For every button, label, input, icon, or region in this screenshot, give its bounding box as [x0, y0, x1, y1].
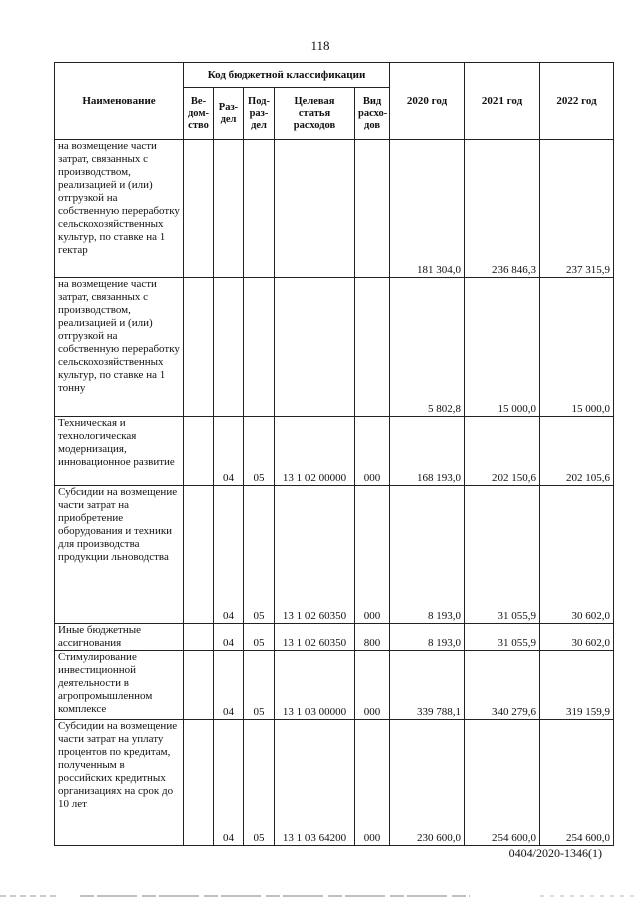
row-razdel: 04	[214, 486, 244, 624]
row-amount-2020: 230 600,0	[390, 720, 465, 846]
row-podrazdel: 05	[244, 651, 275, 720]
header-vedomstvo: Ве- дом- ство	[184, 88, 214, 140]
row-expense-type: 000	[355, 651, 390, 720]
row-amount-2021: 254 600,0	[465, 720, 540, 846]
row-amount-2022: 30 602,0	[540, 624, 614, 651]
row-amount-2020: 181 304,0	[390, 140, 465, 278]
row-amount-2021: 31 055,9	[465, 486, 540, 624]
row-podrazdel: 05	[244, 624, 275, 651]
row-vedomstvo	[184, 140, 214, 278]
row-vedomstvo	[184, 278, 214, 417]
row-amount-2022: 319 159,9	[540, 651, 614, 720]
header-2022: 2022 год	[540, 63, 614, 140]
table-row	[55, 651, 614, 720]
page-number: 118	[310, 38, 330, 53]
row-target-article	[275, 140, 355, 278]
row-name: на возмещение части затрат, связанных с производством, реализацией и (или) отгрузкой на собственную переработку сельскохозяйственных культур, по ставке на 1 гектар	[55, 140, 184, 278]
header-podrazdel: Под- раз- дел	[244, 88, 275, 140]
row-amount-2021: 236 846,3	[465, 140, 540, 278]
header-name: Наименование	[55, 63, 184, 140]
row-amount-2022: 30 602,0	[540, 486, 614, 624]
row-amount-2022: 237 315,9	[540, 140, 614, 278]
row-amount-2022: 202 105,6	[540, 417, 614, 486]
document-code: 0404/2020-1346(1)	[508, 846, 602, 860]
row-vedomstvo	[184, 720, 214, 846]
row-amount-2020: 168 193,0	[390, 417, 465, 486]
table-row	[55, 486, 614, 624]
row-vedomstvo	[184, 651, 214, 720]
row-target-article: 13 1 02 60350	[275, 624, 355, 651]
row-amount-2020: 5 802,8	[390, 278, 465, 417]
row-amount-2022: 15 000,0	[540, 278, 614, 417]
row-podrazdel	[244, 278, 275, 417]
row-podrazdel: 05	[244, 417, 275, 486]
row-amount-2020: 8 193,0	[390, 624, 465, 651]
row-target-article	[275, 278, 355, 417]
row-name: Субсидии на возмещение части затрат на приобретение оборудования и техники для производства продукции льноводства	[55, 486, 184, 624]
scan-edge-marks	[0, 893, 640, 899]
row-name: Стимулирование инвестиционной деятельности в агропромышленном комплексе	[55, 651, 184, 720]
row-target-article: 13 1 03 64200	[275, 720, 355, 846]
header-classification: Код бюджетной классификации	[184, 63, 390, 88]
header-vid: Вид расхо- дов	[355, 88, 390, 140]
row-razdel	[214, 278, 244, 417]
row-vedomstvo	[184, 486, 214, 624]
row-razdel	[214, 140, 244, 278]
row-razdel: 04	[214, 720, 244, 846]
budget-table	[54, 62, 614, 846]
row-expense-type	[355, 140, 390, 278]
row-expense-type: 000	[355, 486, 390, 624]
header-target: Целевая статья расходов	[275, 88, 355, 140]
header-2020: 2020 год	[390, 63, 465, 140]
row-podrazdel: 05	[244, 720, 275, 846]
row-target-article: 13 1 02 60350	[275, 486, 355, 624]
table-row	[55, 624, 614, 651]
row-target-article: 13 1 02 00000	[275, 417, 355, 486]
row-amount-2020: 339 788,1	[390, 651, 465, 720]
header-2021: 2021 год	[465, 63, 540, 140]
row-podrazdel: 05	[244, 486, 275, 624]
row-name: на возмещение части затрат, связанных с производством, реализацией и (или) отгрузкой на собственную переработку сельскохозяйственных культур, по ставке на 1 тонну	[55, 278, 184, 417]
row-expense-type: 800	[355, 624, 390, 651]
table-row	[55, 417, 614, 486]
row-expense-type	[355, 278, 390, 417]
row-name: Иные бюджетные ассигнования	[55, 624, 184, 651]
header-razdel: Раз- дел	[214, 88, 244, 140]
row-vedomstvo	[184, 624, 214, 651]
row-name: Техническая и технологическая модернизация, инновационное развитие	[55, 417, 184, 486]
row-amount-2022: 254 600,0	[540, 720, 614, 846]
row-podrazdel	[244, 140, 275, 278]
row-amount-2020: 8 193,0	[390, 486, 465, 624]
table-row	[55, 278, 614, 417]
row-target-article: 13 1 03 00000	[275, 651, 355, 720]
row-expense-type: 000	[355, 720, 390, 846]
row-expense-type: 000	[355, 417, 390, 486]
row-razdel: 04	[214, 651, 244, 720]
table-row	[55, 140, 614, 278]
row-amount-2021: 340 279,6	[465, 651, 540, 720]
row-razdel: 04	[214, 417, 244, 486]
row-vedomstvo	[184, 417, 214, 486]
table-row	[55, 720, 614, 846]
row-amount-2021: 15 000,0	[465, 278, 540, 417]
row-amount-2021: 31 055,9	[465, 624, 540, 651]
row-name: Субсидии на возмещение части затрат на уплату процентов по кредитам, полученным в российских кредитных организациях на срок до 10 лет	[55, 720, 184, 846]
row-razdel: 04	[214, 624, 244, 651]
row-amount-2021: 202 150,6	[465, 417, 540, 486]
